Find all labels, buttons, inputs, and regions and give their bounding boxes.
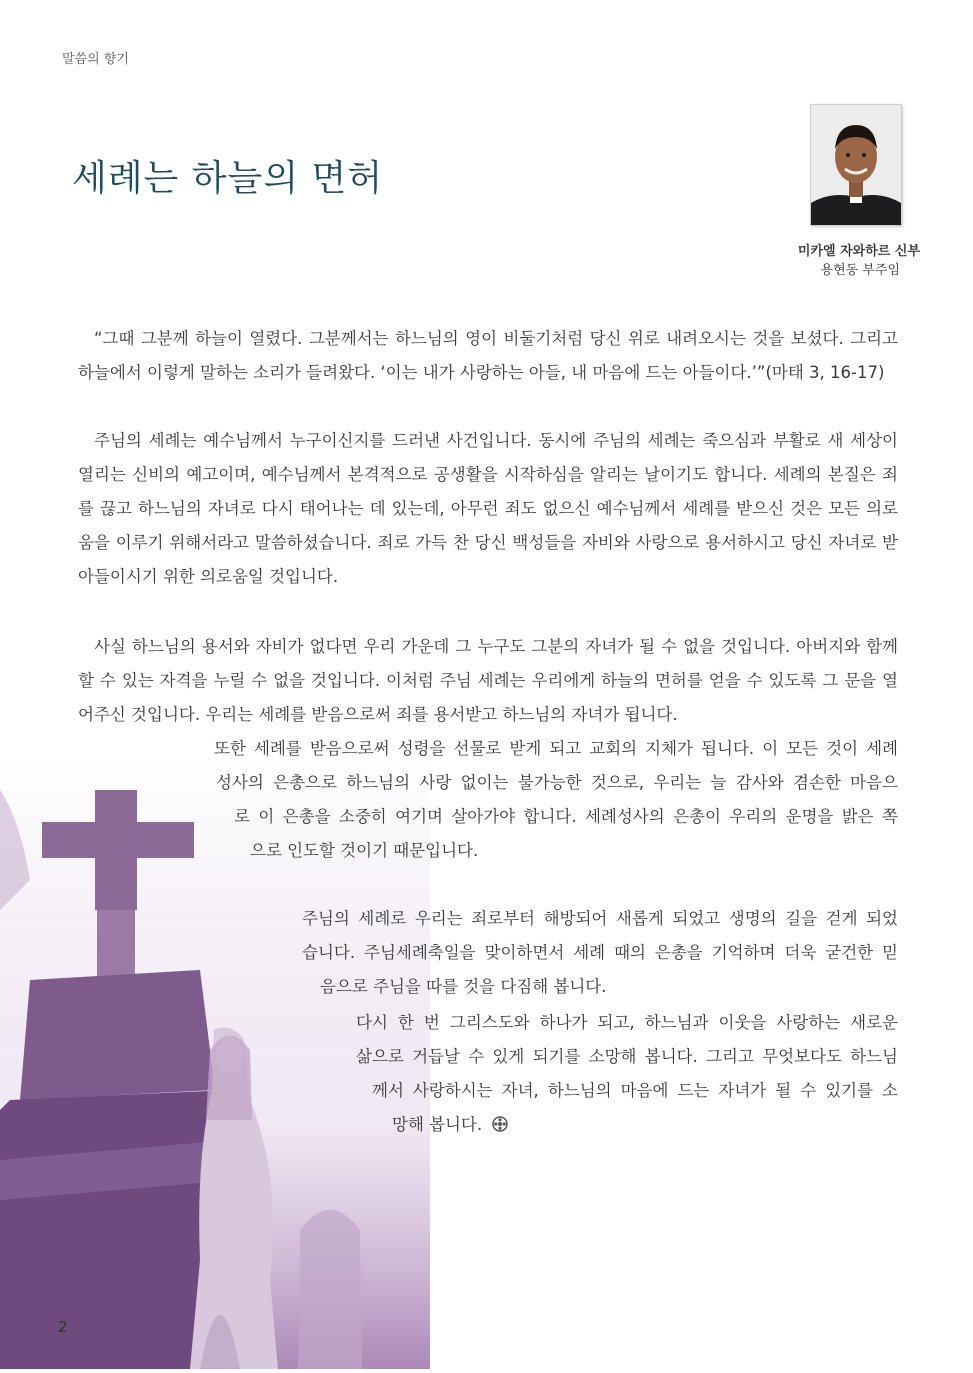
text-line: 습니다. 주님세례축일을 맞이하면서 세례 때의 은총을 기억하며 더욱 굳건한 믿 [302, 943, 898, 962]
text-line [392, 1108, 898, 1142]
body-paragraph-2: 사실 하느님의 용서와 자비가 없다면 우리 가운데 그 누구도 그분의 자녀가 될 수 없을 것입니다. 아버지와 함께 할 수 있는 자격을 누릴 수 없을 것입니다. 이처럼 주님 세례는 우리에게 하늘의 면허를 얻을 수 있도록 그 문을 열어주신 것입니다. 우리는 세례를 받음으로써 죄를 용서받고 하느님의 자녀가 됩니다. [78, 637, 898, 724]
section-label: 말씀의 향기 [62, 52, 129, 67]
text-line: 로 이 은총을 소중히 여기며 살아가야 합니다. 세례성사의 은총이 우리의 운명을 밝은 쪽 [234, 807, 898, 826]
rosette-icon [492, 1116, 508, 1132]
body-paragraph-3 [302, 902, 898, 1004]
body-paragraph-1: 주님의 세례는 예수님께서 누구이신지를 드러낸 사건입니다. 동시에 주님의 세례는 죽으심과 부활로 새 세상이 열리는 신비의 예고이며, 예수님께서 본격적으로 공생활을 시작하심을 알리는 날이기도 합니다. 세례의 본질은 죄를 끊고 하느님의 자녀로 다시 태어나는 데 있는데, 아무런 죄도 없으신 예수님께서 세례를 받으신 것은 모든 의로움을 이루기 위해서라고 말씀하셨습니다. 죄로 가득 찬 당신 백성들을 자비와 사랑으로 용서하시고 당신 자녀로 받아들이시기 위한 의로움일 것입니다. [78, 431, 898, 586]
author-photo-icon [811, 105, 901, 225]
text-line: 주님의 세례로 우리는 죄로부터 해방되어 새롭게 되었고 생명의 길을 걷게 되었 [302, 909, 898, 928]
author-name: 미카엘 자와하르 신부 [797, 244, 920, 259]
text-line-content: 망해 봅니다. [392, 1115, 483, 1134]
text-line: 또한 세례를 받음으로써 성령을 선물로 받게 되고 교회의 지체가 됩니다. 이 모든 것이 세례 [214, 739, 898, 758]
page-number: 2 [58, 1318, 68, 1336]
text-line: 께서 사랑하시는 자녀, 하느님의 마음에 드는 자녀가 될 수 있기를 소 [372, 1081, 898, 1100]
text-line: 음으로 주님을 따를 것을 다짐해 봅니다. [320, 977, 607, 996]
author-role: 용현동 부주임 [820, 263, 900, 278]
text-line: 성사의 은총으로 하느님의 사랑 없이는 불가능한 것으로, 우리는 늘 감사와 겸손한 마음으 [216, 773, 898, 792]
body-paragraph-2-cont [214, 732, 898, 868]
text-line: 다시 한 번 그리스도와 하나가 되고, 하느님과 이웃을 사랑하는 새로운 [356, 1013, 898, 1032]
text-line: 삶으로 거듭날 수 있게 되기를 소망해 봅니다. 그리고 무엇보다도 하느님 [356, 1047, 898, 1066]
quote-paragraph: “그때 그분께 하늘이 열렸다. 그분께서는 하느님의 영이 비둘기처럼 당신 위로 내려오시는 것을 보셨다. 그리고 하늘에서 이렇게 말하는 소리가 들려왔다. ‘이는 내가 사랑하는 아들, 내 마음에 드는 아들이다.’”(마태 3, 16-17) [78, 329, 898, 382]
author-photo [810, 104, 902, 226]
body-paragraph-4 [356, 1006, 898, 1142]
text-line: 으로 인도할 것이기 때문입니다. [250, 841, 479, 860]
article-title: 세례는 하늘의 면허 [72, 158, 384, 199]
